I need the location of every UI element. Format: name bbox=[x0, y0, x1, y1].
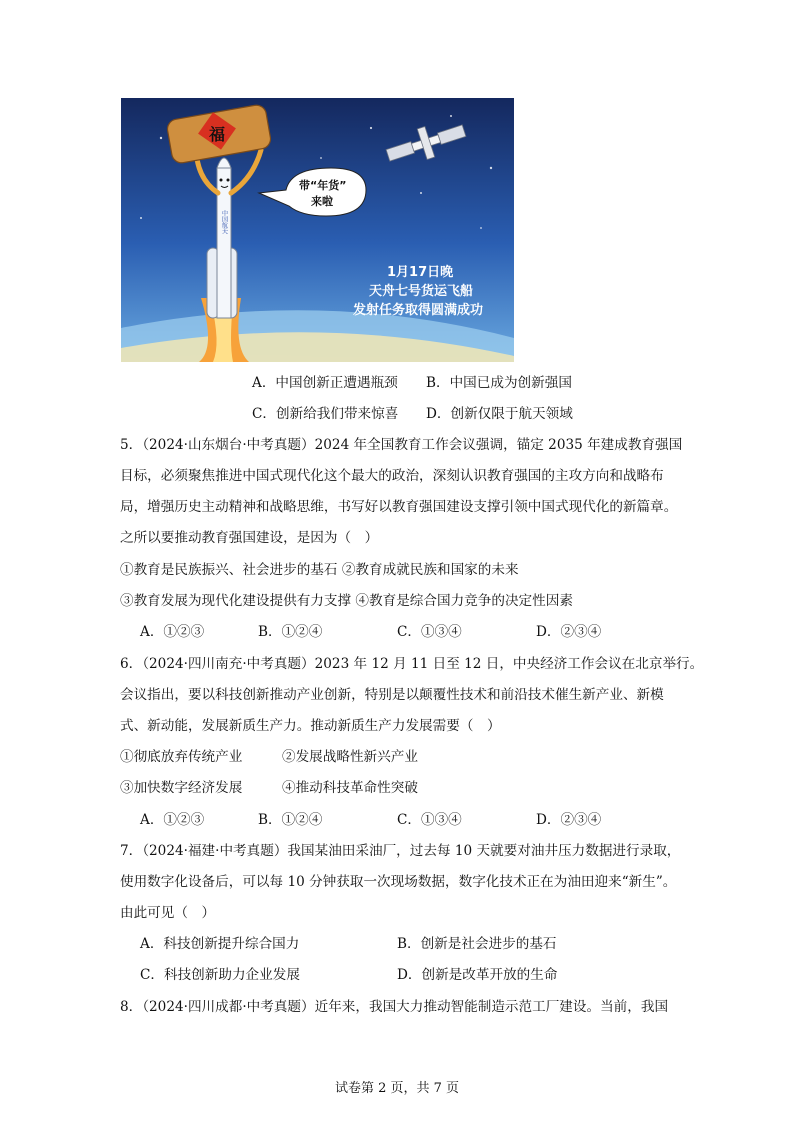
q4-option-d[interactable]: D．创新仅限于航天领域 bbox=[426, 406, 573, 422]
page-footer: 试卷第 2 页，共 7 页 bbox=[334, 1081, 460, 1096]
rocket-illustration bbox=[121, 98, 514, 362]
q7-option-b[interactable]: B．创新是社会进步的基石 bbox=[397, 936, 557, 952]
q5-stem-line-1: 5．（2024·山东烟台·中考真题）2024 年全国教育工作会议强调，锚定 2035 年建成教育强国 bbox=[120, 437, 683, 453]
q6-stem-line-1: 6．（2024·四川南充·中考真题）2023 年 12 月 11 日至 12 日，中央经济工作会议在北京举行。 bbox=[120, 656, 704, 672]
q5-stem-line-2: 目标，必须聚焦推进中国式现代化这个最大的政治，深刻认识教育强国的主攻方向和战略布 bbox=[120, 468, 664, 484]
q7-option-d[interactable]: D．创新是改革开放的生命 bbox=[397, 967, 558, 983]
q4-option-c[interactable]: C．创新给我们带来惊喜 bbox=[252, 406, 399, 422]
caption-line-3: 发射任务取得圆满成功 bbox=[353, 303, 484, 318]
q6-stem-line-3: 式、新动能，发展新质生产力。推动新质生产力发展需要（ ） bbox=[120, 718, 501, 734]
q4-option-b[interactable]: B．中国已成为创新强国 bbox=[426, 375, 572, 391]
crate-label: 福 bbox=[209, 125, 226, 144]
q5-statement-line-2: ③教育发展为现代化建设提供有力支撑 ④教育是综合国力竞争的决定性因素 bbox=[120, 593, 573, 609]
speech-line-2: 来啦 bbox=[311, 195, 333, 208]
q4-option-a[interactable]: A．中国创新正遭遇瓶颈 bbox=[252, 375, 398, 391]
q7-stem-line-3: 由此可见（ ） bbox=[120, 905, 216, 921]
caption-line-2: 天舟七号货运飞船 bbox=[369, 284, 474, 299]
q5-statement-line-1: ①教育是民族振兴、社会进步的基石 ②教育成就民族和国家的未来 bbox=[120, 562, 519, 578]
q7-option-a[interactable]: A．科技创新提升综合国力 bbox=[140, 936, 300, 952]
q5-option-a[interactable]: A．①②③ bbox=[140, 624, 205, 640]
q5-stem-line-3: 局，增强历史主动精神和战略思维，书写好以教育强国建设支撑引领中国式现代化的新篇章。 bbox=[120, 499, 678, 515]
q8-stem-line-1: 8．（2024·四川成都·中考真题）近年来，我国大力推动智能制造示范工厂建设。当前，我国 bbox=[120, 999, 669, 1015]
q6-statement-2: ②发展战略性新兴产业 bbox=[282, 749, 418, 765]
q7-option-c[interactable]: C．科技创新助力企业发展 bbox=[140, 967, 300, 983]
q5-option-c[interactable]: C．①③④ bbox=[397, 624, 462, 640]
q6-statement-1: ①彻底放弃传统产业 bbox=[120, 749, 243, 765]
q6-option-d[interactable]: D．②③④ bbox=[536, 812, 602, 828]
q7-stem-line-1: 7．（2024·福建·中考真题）我国某油田采油厂，过去每 10 天就要对油井压力数据进行录取， bbox=[120, 843, 681, 859]
q6-statement-3: ③加快数字经济发展 bbox=[120, 780, 243, 796]
q6-statement-4: ④推动科技革命性突破 bbox=[282, 780, 418, 796]
q6-option-c[interactable]: C．①③④ bbox=[397, 812, 462, 828]
rocket-body-text: 中国航天 bbox=[220, 210, 228, 234]
q5-option-b[interactable]: B．①②④ bbox=[258, 624, 323, 640]
q6-stem-line-2: 会议指出，要以科技创新推动产业创新，特别是以颠覆性技术和前沿技术催生新产业、新模 bbox=[120, 687, 664, 703]
q5-stem-line-4: 之所以要推动教育强国建设，是因为（ ） bbox=[120, 530, 379, 546]
q7-stem-line-2: 使用数字化设备后，可以每 10 分钟获取一次现场数据，数字化技术正在为油田迎来“新生”。 bbox=[120, 874, 677, 890]
q5-option-d[interactable]: D．②③④ bbox=[536, 624, 602, 640]
speech-line-1: 带“年货” bbox=[299, 179, 347, 192]
caption-line-1: 1月17日晚 bbox=[387, 265, 454, 280]
q6-option-a[interactable]: A．①②③ bbox=[140, 812, 205, 828]
q6-option-b[interactable]: B．①②④ bbox=[258, 812, 323, 828]
